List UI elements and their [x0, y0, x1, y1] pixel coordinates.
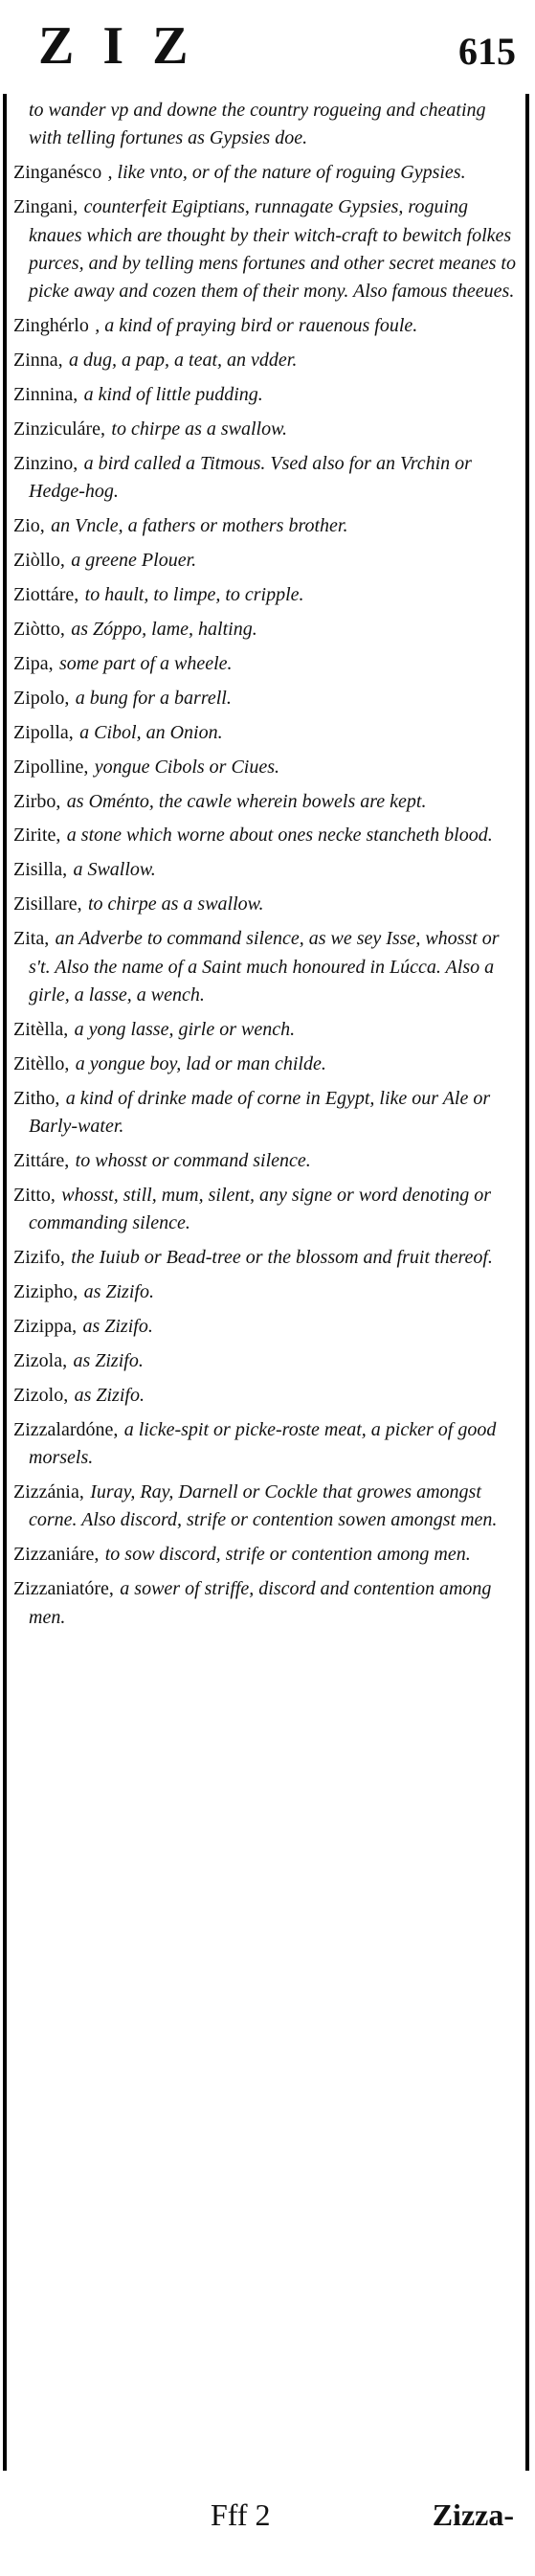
entry-definition: an Vncle, a fathers or mothers brother.: [51, 515, 348, 537]
dictionary-entry: [13, 311, 521, 339]
entry-headword: Zipolline,: [13, 756, 89, 778]
dictionary-entry: [13, 1574, 521, 1631]
entry-headword: Zipolla,: [13, 721, 74, 743]
page-number: 615: [458, 30, 516, 73]
dictionary-entry: [13, 1050, 521, 1077]
entry-definition: as Zizifo.: [73, 1349, 144, 1371]
dictionary-column: [13, 96, 521, 2471]
entry-definition: a Cibol, an Onion.: [79, 721, 223, 743]
entry-headword: Zizzaniáre,: [13, 1544, 100, 1566]
entry-headword: Zizola,: [13, 1349, 68, 1371]
dictionary-entry: [13, 1478, 521, 1534]
entry-headword: Zingani,: [13, 196, 78, 218]
entry-headword: Zinganésco: [13, 162, 102, 184]
entry-headword: Zinna,: [13, 350, 63, 372]
dictionary-entry: [13, 684, 521, 712]
dictionary-entry: [13, 855, 521, 883]
dictionary-entry: [13, 580, 521, 608]
entry-headword: Zitho,: [13, 1087, 60, 1109]
entry-definition: a kind of little pudding.: [83, 384, 263, 406]
entry-definition: counterfeit Egiptians, runnagate Gypsies, roguing knaues which are thought by their witch-craft to bewitch folkes purces, and by telling mens fortunes and other secret meanes to picke away and cozen them of their mony. Also famous theeues.: [29, 196, 516, 303]
dictionary-entry: [13, 649, 521, 677]
entry-definition: as Zóppo, lame, halting.: [71, 619, 257, 640]
entry-definition: some part of a wheele.: [59, 652, 233, 674]
entry-headword: Zizippa,: [13, 1316, 78, 1338]
dictionary-entry: [13, 1084, 521, 1141]
entry-definition: to whosst or command silence.: [75, 1150, 311, 1171]
entry-headword: Zita,: [13, 928, 50, 950]
running-title: ZIZ: [38, 16, 217, 76]
entry-definition: yongue Cibols or Ciues.: [94, 756, 280, 778]
dictionary-entry: [13, 449, 521, 506]
entry-definition: a sower of striffe, discord and contention among men.: [29, 1578, 492, 1628]
page-footer: [0, 2480, 535, 2576]
entry-definition: a licke-spit or picke-roste meat, a picker of good morsels.: [29, 1418, 497, 1469]
entry-definition: a yong lasse, girle or wench.: [74, 1018, 296, 1040]
dictionary-entry: [13, 1415, 521, 1472]
dictionary-entry: [13, 380, 521, 408]
entry-headword: Zitèlla,: [13, 1018, 69, 1040]
dictionary-entry: [13, 1015, 521, 1043]
entry-headword: Zitto,: [13, 1184, 56, 1206]
dictionary-entry: [13, 718, 521, 746]
entry-headword: Zizipho,: [13, 1281, 78, 1303]
dictionary-entry: [13, 615, 521, 643]
entry-headword: Zinziculáre,: [13, 418, 106, 441]
dictionary-entry: [13, 1277, 521, 1305]
entry-definition: Iuray, Ray, Darnell or Cockle that growes amongst corne. Also discord, strife or contention sowen amongst men.: [29, 1481, 498, 1531]
entry-headword: Zittáre,: [13, 1150, 70, 1171]
entry-definition: a stone which worne about ones necke stancheth blood.: [66, 825, 493, 847]
dictionary-entry: [13, 787, 521, 815]
entry-headword: Zizzaniatóre,: [13, 1578, 114, 1600]
entry-definition: to hault, to limpe, to cripple.: [84, 584, 304, 606]
page-header: [0, 0, 535, 92]
entry-definition: as Zizifo.: [82, 1316, 153, 1338]
dictionary-entry: [13, 1146, 521, 1174]
entry-definition: as Zizifo.: [74, 1384, 145, 1406]
entry-definition: whosst, still, mum, silent, any signe or word denoting or commanding silence.: [29, 1184, 491, 1234]
right-column-rule: [525, 94, 529, 2471]
dictionary-entry: [13, 924, 521, 1008]
entry-definition: , like vnto, or of the nature of roguing Gypsies.: [107, 162, 466, 184]
entry-definition: a yongue boy, lad or man childe.: [75, 1052, 326, 1074]
entry-headword: Zizolo,: [13, 1384, 69, 1406]
dictionary-entry: [13, 1381, 521, 1409]
entry-definition: to chirpe as a swallow.: [111, 418, 287, 441]
catchword: Zizza-: [432, 2497, 514, 2532]
dictionary-entry: [13, 158, 521, 186]
entry-headword: Zio,: [13, 515, 45, 537]
entry-headword: Ziòllo,: [13, 550, 65, 572]
entry-headword: Zisillare,: [13, 893, 82, 915]
entry-headword: Zizifo,: [13, 1247, 65, 1269]
entry-headword: Zinzino,: [13, 452, 78, 474]
entry-definition: , a kind of praying bird or rauenous foule.: [95, 315, 418, 337]
dictionary-entry: [13, 546, 521, 574]
entry-definition: as Oménto, the cawle wherein bowels are kept.: [66, 790, 427, 812]
entry-headword: Zizzalardóne,: [13, 1418, 119, 1440]
entry-headword: Zipolo,: [13, 687, 70, 709]
entry-headword: Zirite,: [13, 825, 61, 847]
dictionary-entry: [13, 1346, 521, 1374]
entry-definition: the Iuiub or Bead-tree or the blossom and fruit thereof.: [71, 1247, 493, 1269]
dictionary-entry: [13, 890, 521, 917]
entry-headword: Zinnina,: [13, 384, 78, 406]
entry-definition: to sow discord, strife or contention among men.: [104, 1544, 471, 1566]
entry-headword: Zirbo,: [13, 790, 61, 812]
dictionary-entry: [13, 415, 521, 442]
entry-definition: a bird called a Titmous. Vsed also for an Vrchin or Hedge-hog.: [29, 452, 472, 503]
dictionary-entry: [13, 1312, 521, 1340]
dictionary-entry: [13, 1181, 521, 1237]
entry-headword: Ziòtto,: [13, 619, 65, 640]
dictionary-entry: [13, 753, 521, 780]
entry-definition: a Swallow.: [73, 859, 156, 881]
dictionary-entry: [13, 1243, 521, 1271]
dictionary-entry: [13, 821, 521, 848]
left-column-rule: [3, 94, 7, 2471]
entry-definition: an Adverbe to command silence, as we sey Isse, whosst or s't. Also the name of a Saint much honoured in Lúcca. Also a girle, a lasse, a wench.: [29, 928, 500, 1006]
entry-definition: a dug, a pap, a teat, an vdder.: [69, 350, 298, 372]
entry-definition: as Zizifo.: [83, 1281, 154, 1303]
entry-definition: a kind of drinke made of corne in Egypt, like our Ale or Barly-water.: [29, 1087, 491, 1138]
entry-definition: a bung for a barrell.: [75, 687, 232, 709]
entry-definition: a greene Plouer.: [71, 550, 197, 572]
entry-headword: Zisilla,: [13, 859, 68, 881]
entry-headword: Ziottáre,: [13, 584, 79, 606]
entry-headword: Zipa,: [13, 652, 54, 674]
entry-headword: Zinghérlo: [13, 315, 89, 337]
dictionary-entry: [13, 96, 521, 152]
dictionary-entry: [13, 1540, 521, 1568]
entry-headword: Zitèllo,: [13, 1052, 70, 1074]
entry-headword: Zizzánia,: [13, 1481, 84, 1503]
signature-mark: Fff 2: [211, 2497, 271, 2532]
dictionary-entry: [13, 192, 521, 305]
entry-definition: to wander vp and downe the country rogueing and cheating with telling fortunes as Gypsies doe.: [29, 100, 486, 149]
dictionary-entry: [13, 511, 521, 539]
entry-definition: to chirpe as a swallow.: [88, 893, 264, 915]
dictionary-entry: [13, 346, 521, 373]
